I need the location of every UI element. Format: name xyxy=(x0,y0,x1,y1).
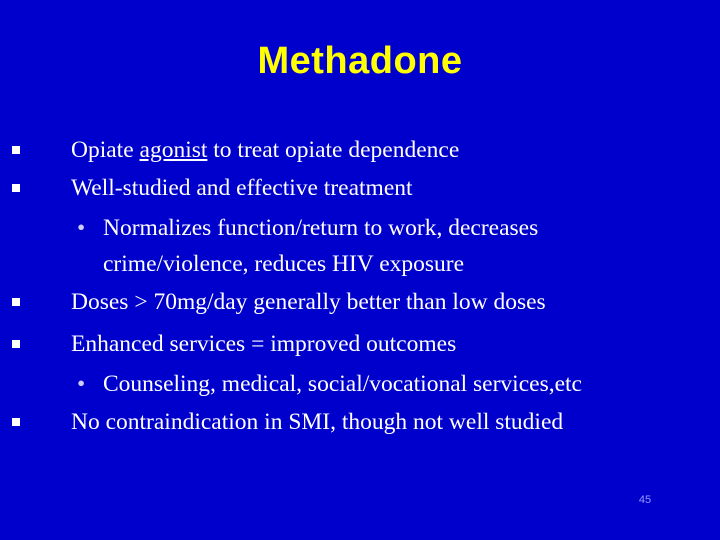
bullet-text: Opiate agonist to treat opiate dependence xyxy=(71,137,460,163)
sub-bullet-dot-icon: • xyxy=(77,371,86,397)
sub-bullet-dot-icon: • xyxy=(77,215,86,241)
square-bullet-icon xyxy=(12,340,20,348)
bullet-text: Doses > 70mg/day generally better than low doses xyxy=(71,289,546,315)
bullet-text: Well-studied and effective treatment xyxy=(71,175,413,201)
bullet-item xyxy=(56,136,676,164)
sub-bullet-text: Counseling, medical, social/vocational services,etc xyxy=(103,371,582,397)
page-number: 45 xyxy=(638,494,652,506)
slide-title: Methadone xyxy=(257,40,463,82)
sub-bullet-text-line1: Normalizes function/return to work, decreases xyxy=(103,215,539,241)
bullet-item xyxy=(56,408,676,436)
underlined-term: agonist xyxy=(139,137,208,163)
sub-bullet-item xyxy=(75,214,675,277)
bullet-text: Enhanced services = improved outcomes xyxy=(71,331,457,357)
bullet-text: No contraindication in SMI, though not well studied xyxy=(71,409,564,435)
bullet-item xyxy=(56,288,676,316)
square-bullet-icon xyxy=(12,298,20,306)
square-bullet-icon xyxy=(12,146,20,154)
bullet-item xyxy=(56,330,676,358)
sub-bullet-item xyxy=(75,370,695,398)
square-bullet-icon xyxy=(12,184,20,192)
sub-bullet-text-line2: crime/violence, reduces HIV exposure xyxy=(103,251,465,277)
bullet-item xyxy=(56,174,676,202)
square-bullet-icon xyxy=(12,418,20,426)
